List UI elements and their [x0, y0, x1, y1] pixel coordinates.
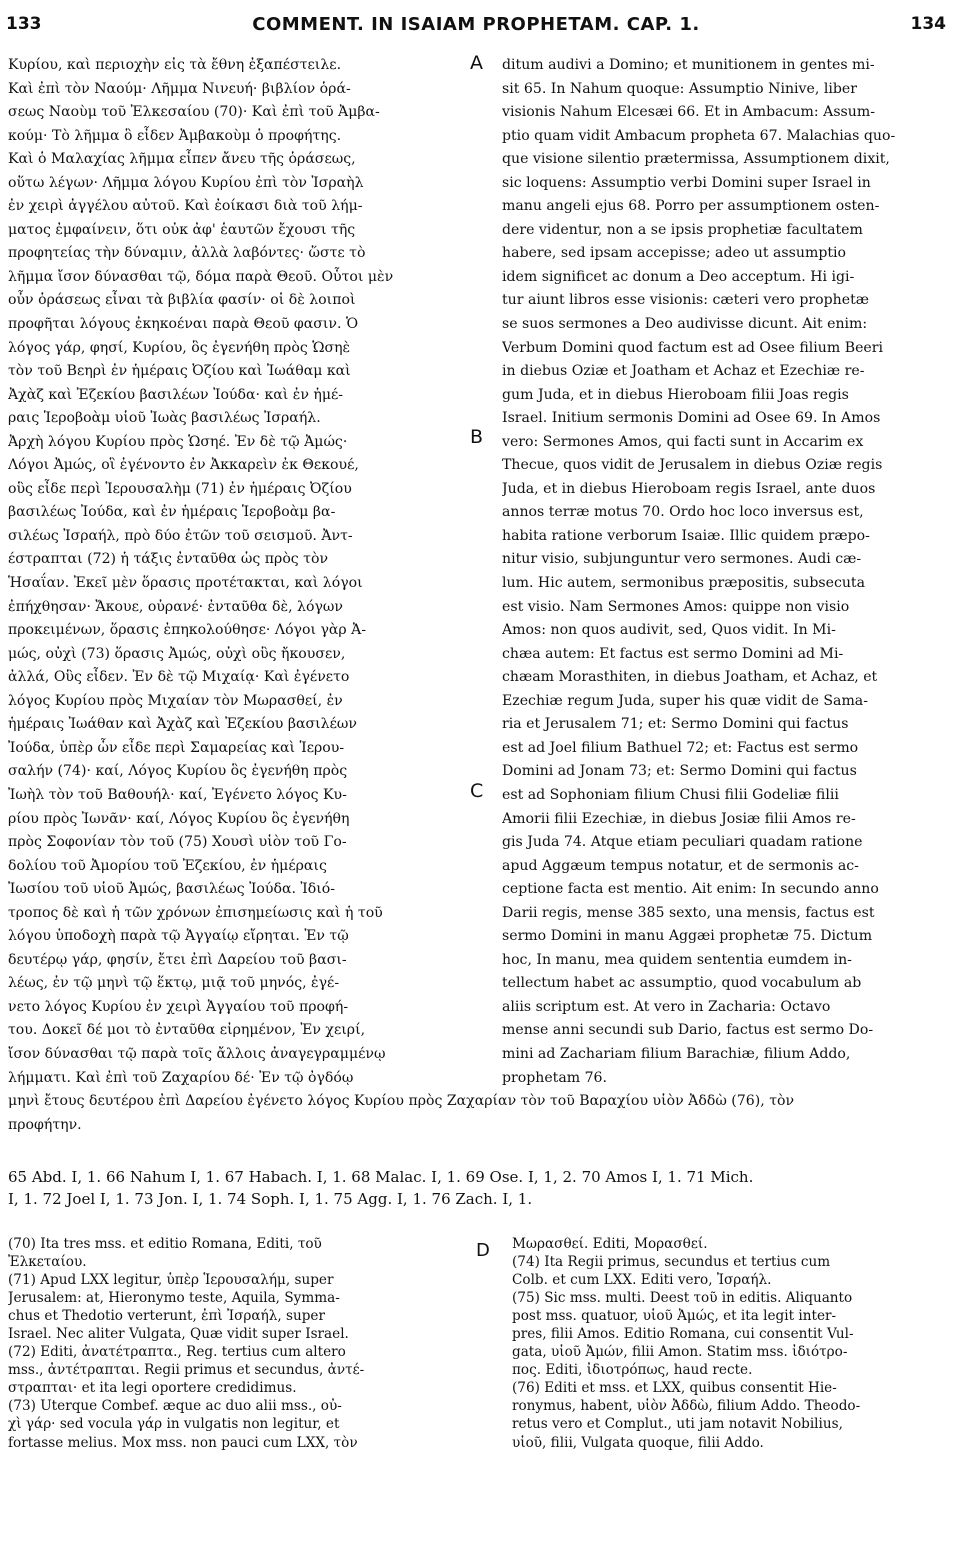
footnote-line: ronymus, habent, υἱὸν Ἀδδὼ, filium Addo. Theodo- [512, 1398, 861, 1415]
full-width-line-2: προφήτην. [8, 1117, 82, 1133]
latin-text-line: tur aiunt libros esse visionis: cæteri vero prophetæ [502, 292, 869, 309]
greek-text-line: οὕτω λέγων· Λῆμμα λόγου Κυρίου ἐπὶ τὸν Ἰσραὴλ [8, 174, 364, 191]
running-title: COMMENT. IN ISAIAM PROPHETAM. CAP. 1. [252, 14, 700, 35]
greek-text-line: οὖν ὁράσεως εἶναι τὰ βιβλία φασίν· οἱ δὲ λοιποὶ [8, 292, 356, 309]
greek-text-line: Ἀχὰζ καὶ Ἐζεκίου βασιλέων Ἰούδα· καὶ ἐν ἡμέ- [8, 386, 344, 403]
greek-text-line: Ἀρχὴ λόγου Κυρίου πρὸς Ὡσηέ. Ἐν δὲ τῷ Ἀμώς· [8, 433, 348, 450]
latin-text-line: ceptione facta est mentio. Ait enim: In secundo anno [502, 881, 879, 898]
greek-text-line: προκειμένων, ὅρασις ἐπηκολούθησε· Λόγοι γὰρ Ἀ- [8, 622, 367, 639]
latin-text-line: visionis Nahum Elcesæi 66. Et in Ambacum: Assum- [502, 104, 875, 121]
footnote-line: (76) Editi et mss. et LXX, quibus consentit Hie- [512, 1380, 837, 1397]
latin-text-line: ditum audivi a Domino; et munitionem in gentes mi- [502, 57, 875, 73]
footnote-line: (71) Apud LXX legitur, ὑπὲρ Ἱερουσαλήμ, super [8, 1272, 334, 1289]
latin-text-line: gum Juda, et in diebus Hieroboam filii Joas regis [502, 386, 849, 403]
greek-text-line: έστραπται (72) ἡ τάξις ἐνταῦθα ὡς πρὸς τὸν [8, 551, 329, 568]
footnote-line: retus vero et Complut., uti jam notavit Nobilius, [512, 1416, 843, 1433]
greek-text-line: Καὶ ἐπὶ τὸν Ναούμ· Λῆμμα Νινευή· βιβλίον ὁρά- [8, 80, 351, 97]
latin-text-line: est ad Joel filium Bathuel 72; et: Factus est sermo [502, 739, 859, 756]
latin-text-line: dere videntur, non a se ipsis prophetiæ facultatem [502, 221, 863, 238]
greek-text-line: Καὶ ὁ Μαλαχίας λῆμμα εἶπεν ἄνευ τῆς ὁράσεως, [8, 151, 356, 168]
latin-text-line: chæam Morasthiten, in diebus Joatham, et Achaz, et [502, 669, 878, 686]
latin-text-line: annos terræ motus 70. Ordo hoc loco inversus est, [502, 504, 864, 521]
latin-text-line: ria et Jerusalem 71; et: Sermo Domini qui factus [502, 716, 849, 733]
greek-text-line: Λόγοι Ἀμώς, οἳ ἐγένοντο ἐν Ἀκκαρεὶν ἐκ Θεκουέ, [8, 457, 359, 474]
latin-text-line: idem significet ac donum a Deo acceptum. Hi igi- [502, 268, 855, 285]
latin-text-line: Amorii filii Ezechiæ, in diebus Josiæ filii Amos re- [502, 810, 856, 827]
footnote-line: chus et Thedotio verterunt, ἐπὶ Ἰσραήλ, super [8, 1308, 325, 1325]
latin-text-line: lum. Hic autem, sermonibus præpositis, subsecuta [502, 575, 866, 592]
footnote-line: (72) Editi, ἀνατέτραπτα., Reg. tertius cum altero [8, 1344, 346, 1361]
footnote-line: mss., ἀντέτραπται. Regii primus et secundus, ἀντέ- [8, 1362, 365, 1379]
greek-text-line: ἡμέραις Ἰωάθαν καὶ Ἀχὰζ καὶ Ἐζεκίου βασιλέων [8, 716, 357, 733]
greek-text-line: του. Δοκεῖ δέ μοι τὸ ἐνταῦθα εἰρημένον, Ἐν χειρί, [8, 1022, 366, 1039]
scripture-references [8, 1166, 948, 1210]
greek-text-line: κούμ· Τὸ λῆμμα ὃ εἶδεν Ἀμβακοὺμ ὁ προφήτης. [8, 127, 342, 144]
greek-text-line: ἀλλά, Οὓς εἶδεν. Ἐν δὲ τῷ Μιχαίᾳ· Καὶ ἐγένετο [8, 669, 350, 686]
latin-text-line: Darii regis, mense 385 sexto, una mensis, factus est [502, 904, 875, 921]
latin-text-line: Israel. Initium sermonis Domini ad Osee 69. In Amos [502, 410, 881, 427]
margin-marker-a: A [470, 52, 483, 74]
notes-left-column [8, 1235, 484, 1452]
greek-text-line: ματος ἐμφαίνειν, ὅτι οὐκ ἀφ' ἑαυτῶν ἔχουσι τῆς [8, 221, 356, 238]
footnote-line: Colb. et cum LXX. Editi vero, Ἰσραήλ. [512, 1272, 772, 1289]
latin-text-line: sit 65. In Nahum quoque: Assumptio Ninive, liber [502, 80, 857, 97]
latin-text-line: habere, sed ipsam accepisse; adeo ut assumptio [502, 245, 846, 262]
greek-text-line: δολίου τοῦ Ἀμορίου τοῦ Ἐζεκίου, ἐν ἡμέραις [8, 857, 327, 874]
margin-marker-c: C [470, 780, 484, 802]
latin-column [502, 54, 950, 1090]
greek-column [8, 54, 480, 1090]
latin-text-line: chæa autem: Et factus est sermo Domini ad Mi- [502, 645, 844, 662]
latin-text-line: vero: Sermones Amos, qui facti sunt in Accarim ex [502, 433, 864, 450]
latin-text-line: ptio quam vidit Ambacum propheta 67. Malachias quo- [502, 127, 896, 144]
latin-text-line: gis Juda 74. Atque etiam peculiari quadam ratione [502, 834, 863, 851]
greek-text-line: νετο λόγος Κυρίου ἐν χειρὶ Ἀγγαίου τοῦ προφή- [8, 998, 349, 1015]
greek-text-line: τροπος δὲ καὶ ἡ τῶν χρόνων ἐπισημείωσις καὶ ἡ τοῦ [8, 904, 383, 921]
greek-text-line: ραις Ἱεροβοὰμ υἱοῦ Ἰωὰς βασιλέως Ἰσραήλ. [8, 410, 321, 427]
greek-text-line: λόγος Κυρίου πρὸς Μιχαίαν τὸν Μωρασθεί, ἐν [8, 692, 343, 709]
page-header [6, 14, 946, 44]
footnote-line: χὶ γάρ· sed vocula γάρ in vulgatis non legitur, et [8, 1416, 340, 1433]
footnote-line: στραπται· et ita legi oportere credidimus. [8, 1380, 297, 1397]
greek-text-line: Ἰούδα, ὑπὲρ ὧν εἶδε περὶ Σαμαρείας καὶ Ἱερου- [8, 739, 345, 756]
latin-text-line: est visio. Nam Sermones Amos: quippe non visio [502, 598, 850, 615]
page-number-left: 133 [6, 14, 42, 34]
greek-text-line: μώς, οὐχὶ (73) ὅρασις Ἀμώς, οὐχὶ οὓς ἤκουσεν, [8, 645, 346, 662]
latin-text-line: apud Aggæum tempus notatur, et de sermonis ac- [502, 857, 859, 874]
greek-text-line: ἐπήχθησαν· Ἄκουε, οὐρανέ· ἐνταῦθα δὲ, λόγων [8, 598, 343, 615]
greek-text-line: λῆμμα ἴσον δύνασθαι τῷ, δόμα παρὰ Θεοῦ. Οὗτοι μὲν [8, 268, 394, 285]
footnote-line: πος. Editi, ἰδιοτρόπως, haud recte. [512, 1362, 753, 1379]
reference-line: 65 Abd. I, 1. 66 Nahum I, 1. 67 Habach. I, 1. 68 Malac. I, 1. 69 Ose. I, 1, 2. 70 Amos I, 1. 71 Mich. [8, 1168, 754, 1186]
latin-text-line: Ezechiæ regum Juda, super his quæ vidit de Sama- [502, 692, 868, 709]
footnote-line: gata, υἱοῦ Ἀμών, filii Amon. Statim mss. ἰδιότρο- [512, 1344, 848, 1361]
latin-text-line: Juda, et in diebus Hieroboam regis Israel, ante duos [502, 480, 876, 497]
greek-text-line: σιλέως Ἰσραήλ, πρὸ δύο ἐτῶν τοῦ σεισμοῦ. Ἀντ- [8, 527, 353, 544]
greek-text-line: λήμματι. Καὶ ἐπὶ τοῦ Ζαχαρίου δέ· Ἐν τῷ ὀγδόῳ [8, 1069, 354, 1086]
latin-text-line: Amos: non quos audivit, sed, Quos vidit. In Mi- [502, 622, 836, 639]
latin-text-line: sermo Domini in manu Aggæi prophetæ 75. Dictum [502, 928, 873, 945]
footnote-line: (73) Uterque Combef. æque ac duo alii mss., οὐ- [8, 1398, 342, 1415]
greek-text-line: λέως, ἐν τῷ μηνὶ τῷ ἕκτῳ, μιᾷ τοῦ μηνός, ἐγέ- [8, 975, 340, 992]
footnote-line: Jerusalem: at, Hieronymo teste, Aquila, Symma- [8, 1290, 340, 1307]
reference-line: I, 1. 72 Joel I, 1. 73 Jon. I, 1. 74 Soph. I, 1. 75 Agg. I, 1. 76 Zach. I, 1. [8, 1190, 533, 1208]
latin-text-line: hoc, In manu, mea quidem sententia eumdem in- [502, 951, 852, 968]
greek-text-line: προφῆται λόγους ἐκηκοέναι παρὰ Θεοῦ φασιν. Ὁ [8, 316, 359, 333]
footnote-line: υἱοῦ, filii, Vulgata quoque, filii Addo. [512, 1434, 764, 1451]
latin-text-line: que visione silentio prætermissa, Assumptionem dixit, [502, 151, 890, 168]
greek-text-line: Ἰωὴλ τὸν τοῦ Βαθουήλ· καί, Ἐγένετο λόγος Κυ- [8, 786, 347, 803]
latin-text-line: Thecue, quos vidit de Jerusalem in diebus Oziæ regis [502, 457, 883, 474]
footnote-line: Ἐλκεταίου. [8, 1254, 87, 1271]
latin-text-line: est ad Sophoniam filium Chusi filii Godeliæ filii [502, 786, 839, 803]
greek-text-line: σαλήν (74)· καί, Λόγος Κυρίου ὃς ἐγενήθη πρὸς [8, 763, 348, 780]
latin-text-line: mini ad Zachariam filium Barachiæ, filium Addo, [502, 1045, 851, 1062]
margin-marker-b: B [470, 426, 484, 448]
greek-text-line: προφητείας τὴν δύναμιν, ἀλλὰ λαβόντες· ὥστε τὸ [8, 245, 366, 262]
page-number-right: 134 [910, 14, 946, 34]
greek-text-line: ἴσον δύνασθαι τῷ παρὰ τοῖς ἄλλοις ἀναγεγραμμένῳ [8, 1045, 386, 1062]
latin-text-line: Domini ad Jonam 73; et: Sermo Domini qui factus [502, 763, 857, 780]
footnote-line: fortasse melius. Mox mss. non pauci cum LXX, τὸν [8, 1434, 358, 1451]
footnote-line: (75) Sic mss. multi. Deest τοῦ in editis. Aliquanto [512, 1290, 853, 1307]
latin-text-line: tellectum habet ac assumptio, quod vocabulum ab [502, 975, 862, 992]
latin-text-line: nitur visio, subjunguntur vero sermones. Audi cæ- [502, 551, 862, 568]
greek-text-line: Ἡσαΐαν. Ἐκεῖ μὲν ὅρασις προτέτακται, καὶ λόγοι [8, 575, 363, 592]
latin-text-line: prophetam 76. [502, 1069, 608, 1086]
latin-text-line: se suos sermones a Deo audivisse dicunt. Ait enim: [502, 316, 868, 333]
latin-text-line: sic loquens: Assumptio verbi Domini super Israel in [502, 174, 871, 191]
latin-text-line: aliis scriptum est. At vero in Zacharia: Octavo [502, 998, 831, 1015]
notes-right-column [512, 1235, 950, 1452]
footnote-line: Israel. Nec aliter Vulgata, Quæ vidit super Israel. [8, 1326, 349, 1343]
margin-marker-d: D [476, 1240, 490, 1261]
footnote-line: (74) Ita Regii primus, secundus et tertius cum [512, 1254, 831, 1271]
greek-text-line: πρὸς Σοφονίαν τὸν τοῦ (75) Χουσὶ υἱὸν τοῦ Γο- [8, 834, 347, 851]
greek-text-line: σεως Ναοὺμ τοῦ Ἐλκεσαίου (70)· Καὶ ἐπὶ τοῦ Ἀμβα- [8, 104, 380, 121]
latin-text-line: habita ratione verborum Isaiæ. Illic quidem præpo- [502, 527, 870, 544]
greek-text-line: λόγος γάρ, φησί, Κυρίου, ὃς ἐγενήθη πρὸς Ὡσηὲ [8, 339, 351, 356]
greek-text-line: ἐν χειρὶ ἀγγέλου αὐτοῦ. Καὶ ἐοίκασι διὰ τοῦ λήμ- [8, 198, 363, 215]
greek-text-line: Κυρίου, καὶ περιοχὴν εἰς τὰ ἔθνη ἐξαπέστειλε. [8, 57, 342, 73]
greek-text-line: ρίου πρὸς Ἰωνᾶν· καί, Λόγος Κυρίου ὃς ἐγενήθη [8, 810, 350, 827]
latin-text-line: Verbum Domini quod factum est ad Osee filium Beeri [502, 339, 883, 356]
full-width-line-1: μηνὶ ἔτους δευτέρου ἐπὶ Δαρείου ἐγένετο λόγος Κυρίου πρὸς Ζαχαρίαν τὸν τοῦ Βαραχίου υἱὸν Ἀδδὼ (76), τὸν [8, 1093, 795, 1109]
footnote-line: post mss. quatuor, υἱοῦ Ἀμώς, et ita legit inter- [512, 1308, 837, 1325]
latin-text-line: manu angeli ejus 68. Porro per assumptionem osten- [502, 198, 880, 215]
greek-text-line: λόγου ὑποδοχὴ παρὰ τῷ Ἀγγαίῳ εἴρηται. Ἐν τῷ [8, 928, 349, 945]
latin-text-line: in diebus Oziæ et Joatham et Achaz et Ezechiæ re- [502, 363, 865, 380]
greek-text-line: βασιλέως Ἰούδα, καὶ ἐν ἡμέραις Ἱεροβοὰμ βα- [8, 504, 336, 521]
greek-text-line: Ἰωσίου τοῦ υἱοῦ Ἀμώς, βασιλέως Ἰούδα. Ἰδιό- [8, 881, 336, 898]
footnote-line: (70) Ita tres mss. et editio Romana, Editi, τοῦ [8, 1236, 322, 1252]
greek-text-line: οὓς εἶδε περὶ Ἱερουσαλὴμ (71) ἐν ἡμέραις Ὀζίου [8, 480, 352, 497]
greek-text-line: τὸν τοῦ Βεηρὶ ἐν ἡμέραις Ὀζίου καὶ Ἰωάθαμ καὶ [8, 363, 351, 380]
footnote-line: Μωρασθεί. Editi, Μορασθεί. [512, 1236, 708, 1252]
latin-text-line: mense anni secundi sub Dario, factus est sermo Do- [502, 1022, 874, 1039]
greek-text-line: δευτέρῳ γάρ, φησίν, ἔτει ἐπὶ Δαρείου τοῦ βασι- [8, 951, 347, 968]
footnote-line: pres, filii Amos. Editio Romana, cui consentit Vul- [512, 1326, 854, 1343]
